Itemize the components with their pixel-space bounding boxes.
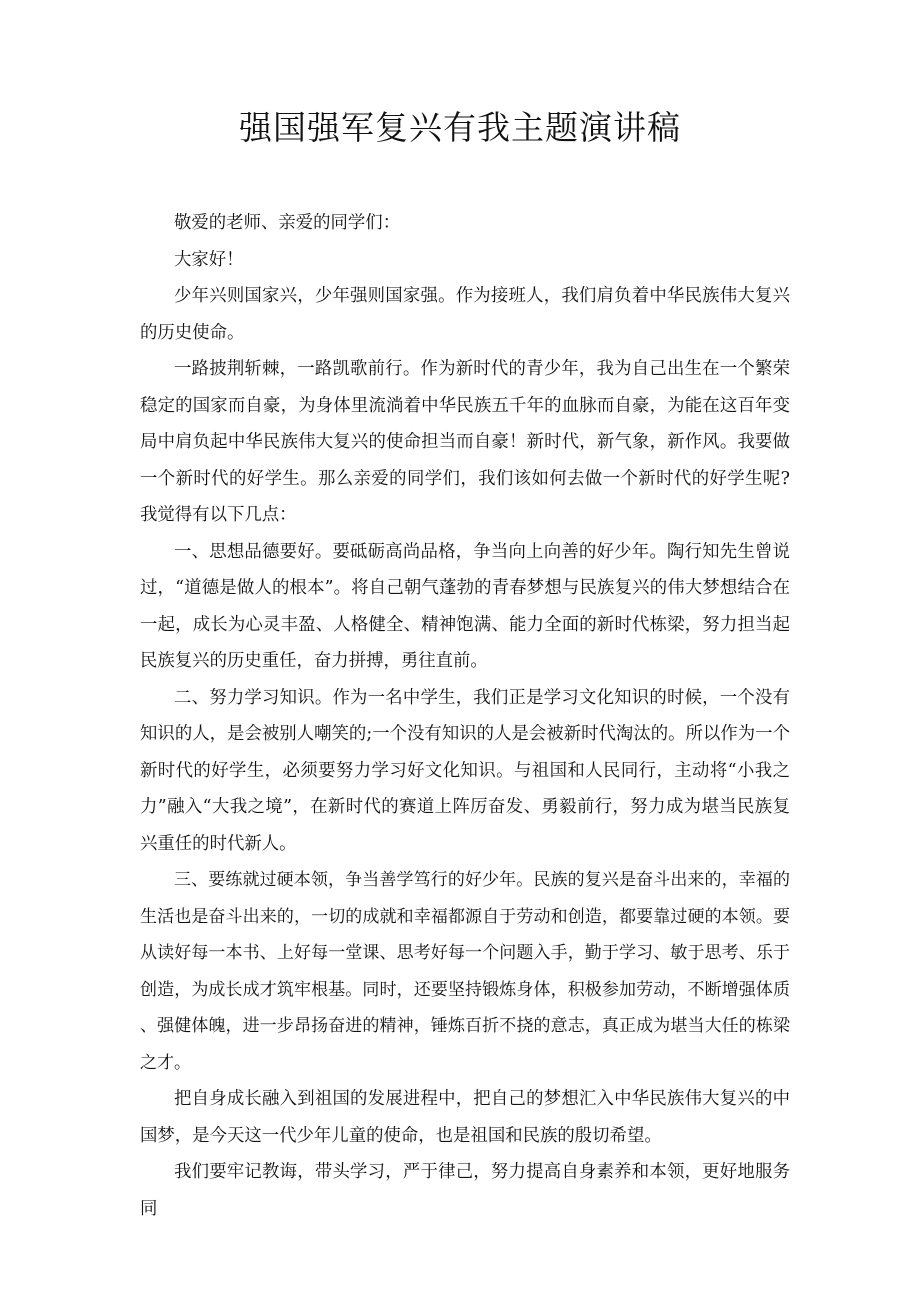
document-title: 强国强军复兴有我主题演讲稿 [239,108,681,147]
body-paragraph: 少年兴则国家兴，少年强则国家强。作为接班人，我们肩负着中华民族伟大复兴的历史使命。 [140,286,790,343]
body-paragraph: 我们要牢记教诲，带头学习，严于律己，努力提高自身素养和本领，更好地服务同 [140,1162,790,1219]
point-three-paragraph: 三、要练就过硬本领，争当善学笃行的好少年。民族的复兴是奋斗出来的，幸福的生活也是奋斗出来的，一切的成就和幸福都源自于劳动和创造，都要靠过硬的本领。要从读好每一本书、上好每一堂课、思考好每一个问题入手，勤于学习、敏于思考、乐于创造，为成长成才筑牢根基。同时，还要坚持锻炼身体，积极参加劳动，不断增强体质、强健体魄，进一步昂扬奋进的精神，锤炼百折不挠的意志，真正成为堪当大任的栋梁之才。 [140,870,790,1073]
document-body [140,205,790,1227]
greeting-paragraph: 大家好！ [174,249,244,270]
point-two-paragraph: 二、努力学习知识。作为一名中学生，我们正是学习文化知识的时候，一个没有知识的人，是会被别人嘲笑的;一个没有知识的人是会被新时代淘汰的。所以作为一个新时代的好学生，必须要努力学习好文化知识。与祖国和人民同行，主动将“小我之力”融入“大我之境”，在新时代的赛道上阵厉奋发、勇毅前行，努力成为堪当民族复兴重任的时代新人。 [140,687,790,854]
body-paragraph: 把自身成长融入到祖国的发展进程中，把自己的梦想汇入中华民族伟大复兴的中国梦，是今天这一代少年儿童的使命，也是祖国和民族的殷切希望。 [140,1089,790,1146]
salutation-paragraph: 敬爱的老师、亲爱的同学们： [174,213,401,233]
body-paragraph: 一路披荆斩棘，一路凯歌前行。作为新时代的青少年，我为自己出生在一个繁荣稳定的国家而自豪，为身体里流淌着中华民族五千年的血脉而自豪，为能在这百年变局中肩负起中华民族伟大复兴的使命担当而自豪！新时代，新气象，新作风。我要做一个新时代的好学生。那么亲爱的同学们，我们该如何去做一个新时代的好学生呢?我觉得有以下几点： [140,359,790,525]
point-one-paragraph: 一、思想品德要好。要砥砺高尚品格，争当向上向善的好少年。陶行知先生曾说过，“道德是做人的根本”。将自己朝气蓬勃的青春梦想与民族复兴的伟大梦想结合在一起，成长为心灵丰盈、人格健全、精神饱满、能力全面的新时代栋梁，努力担当起民族复兴的历史重任，奋力拼搏，勇往直前。 [140,541,790,671]
